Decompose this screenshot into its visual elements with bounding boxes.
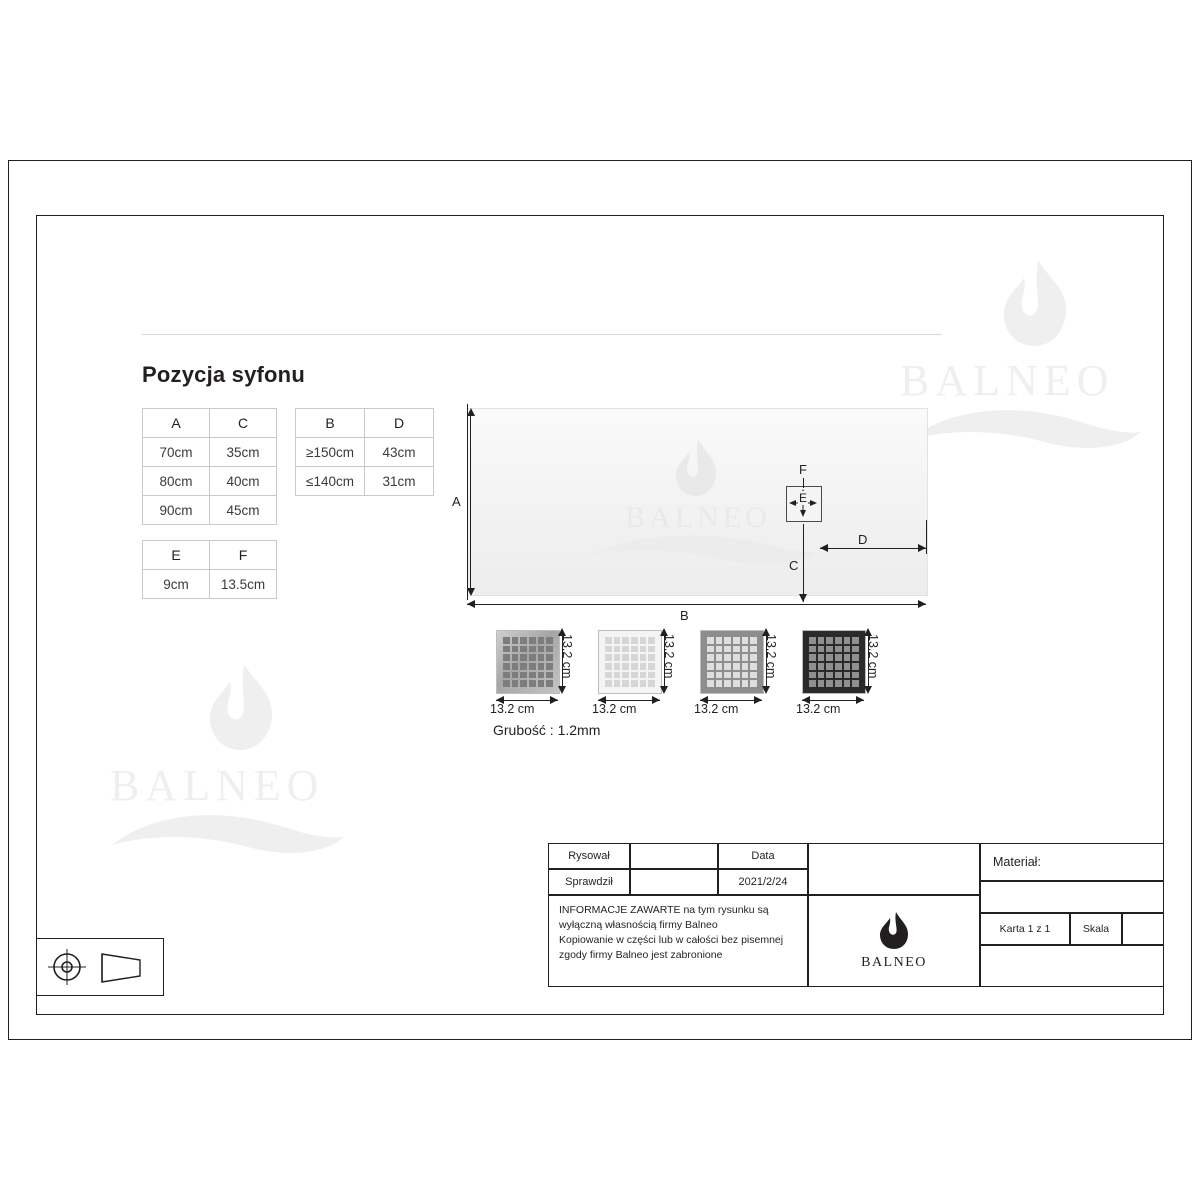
grate-hole (742, 654, 749, 661)
grate-hole (605, 654, 612, 661)
grate-hole (826, 654, 833, 661)
grate-hole (512, 637, 519, 644)
table-header-a: A (143, 409, 210, 438)
arrow-down (660, 686, 668, 694)
thickness-note: Grubość : 1.2mm (493, 722, 601, 738)
grate-height-label-0: 13.2 cm (560, 634, 574, 679)
arrow-a-top (467, 408, 475, 416)
value-drawn-by[interactable] (630, 843, 718, 869)
notice-line-2: wyłączną własnością firmy Balneo (559, 919, 718, 931)
grate-hole (648, 637, 655, 644)
grate-hole (724, 672, 731, 679)
grate-hole (529, 663, 536, 670)
arrow-a-bottom (467, 588, 475, 596)
grate-hole (622, 646, 629, 653)
grate-hole (648, 646, 655, 653)
tray-watermark (468, 409, 927, 595)
grate-hole (852, 680, 859, 687)
page-title: Pozycja syfonu (142, 362, 305, 387)
grate-hole (809, 646, 816, 653)
table-header-f: F (210, 541, 277, 570)
grate-hole (742, 680, 749, 687)
grate-hole (716, 637, 723, 644)
label-checked-by: Sprawdził (548, 869, 630, 895)
grate-hole (503, 646, 510, 653)
grate-hole (520, 637, 527, 644)
grate-dim-line-width-2 (700, 700, 762, 701)
grate-width-label-1: 13.2 cm (592, 702, 637, 716)
grate-hole (844, 663, 851, 670)
grate-hole (826, 680, 833, 687)
grate-hole (538, 654, 545, 661)
grate-hole (818, 637, 825, 644)
grate-height-label-2: 13.2 cm (764, 634, 778, 679)
grate-hole (546, 663, 553, 670)
grate-swatch (496, 630, 560, 694)
watermark-balneo-bottom: BALNEO (110, 761, 325, 810)
notice-line-4: zgody firmy Balneo jest zabronione (559, 949, 723, 961)
grate-height-label-1: 13.2 cm (662, 634, 676, 679)
grate-hole (631, 646, 638, 653)
grate-hole (529, 637, 536, 644)
arrow-b-right (918, 600, 926, 608)
grate-hole (844, 672, 851, 679)
grate-hole (503, 672, 510, 679)
grate-hole (844, 654, 851, 661)
first-angle-projection-icon (40, 942, 160, 992)
notice-line-1: INFORMACJE ZAWARTE na tym rysunku są (559, 904, 769, 916)
grate-hole (844, 637, 851, 644)
grate-hole (750, 672, 757, 679)
flame-logo-icon (990, 258, 1080, 350)
table-cell: 80cm (143, 467, 210, 496)
grate-hole (538, 680, 545, 687)
grate-hole (835, 663, 842, 670)
grate-hole (844, 680, 851, 687)
grate-hole (512, 663, 519, 670)
grate-dim-line-width-3 (802, 700, 864, 701)
grate-hole (529, 654, 536, 661)
grate-hole (750, 646, 757, 653)
title-divider (142, 334, 942, 335)
grate-hole (716, 654, 723, 661)
grate-swatch (700, 630, 764, 694)
grate-hole (640, 637, 647, 644)
grate-hole (503, 654, 510, 661)
grate-hole (622, 663, 629, 670)
grate-hole (605, 663, 612, 670)
grate-hole (809, 680, 816, 687)
grate-hole (733, 672, 740, 679)
grate-hole (640, 672, 647, 679)
arrow-right (856, 696, 864, 704)
dimension-line-a (470, 410, 471, 594)
grate-hole (716, 680, 723, 687)
grate-hole (733, 663, 740, 670)
grate-width-label-0: 13.2 cm (490, 702, 535, 716)
grate-hole (733, 680, 740, 687)
grate-hole (622, 672, 629, 679)
grate-hole (716, 663, 723, 670)
table-cell: 40cm (210, 467, 277, 496)
grate-hole (538, 646, 545, 653)
grate-hole (605, 672, 612, 679)
grate-hole (622, 637, 629, 644)
table-cell: 70cm (143, 438, 210, 467)
balneo-logo-icon (839, 910, 949, 972)
grate-hole (852, 663, 859, 670)
grate-hole (512, 680, 519, 687)
grate-hole (809, 672, 816, 679)
grate-hole (707, 663, 714, 670)
label-material: Materiał: (980, 843, 1164, 881)
grate-hole (724, 663, 731, 670)
label-c: C (789, 558, 799, 573)
grate-hole-pattern (605, 637, 655, 687)
value-material[interactable] (980, 881, 1164, 913)
grate-hole (622, 680, 629, 687)
arrow-d-right (918, 544, 926, 552)
arrow-c-bottom (799, 594, 807, 602)
grate-hole (809, 637, 816, 644)
grate-hole (520, 672, 527, 679)
grate-hole (529, 672, 536, 679)
arrow-right (754, 696, 762, 704)
grate-hole-pattern (503, 637, 553, 687)
extension-line-d (926, 520, 927, 554)
grate-hole-pattern (707, 637, 757, 687)
grate-hole (622, 654, 629, 661)
grate-hole (852, 654, 859, 661)
grate-hole (852, 646, 859, 653)
grate-height-label-3: 13.2 cm (866, 634, 880, 679)
grate-hole (750, 663, 757, 670)
grate-hole (707, 654, 714, 661)
value-date: 2021/2/24 (718, 869, 808, 895)
grate-hole-pattern (809, 637, 859, 687)
value-checked-by[interactable] (630, 869, 718, 895)
grate-hole (520, 646, 527, 653)
grate-swatch (598, 630, 662, 694)
grate-hole (631, 663, 638, 670)
grate-hole (724, 680, 731, 687)
grate-hole (835, 637, 842, 644)
grate-hole (724, 654, 731, 661)
arrow-right (550, 696, 558, 704)
label-d: D (858, 532, 868, 547)
grate-hole (716, 646, 723, 653)
grate-hole (520, 680, 527, 687)
grate-hole (818, 672, 825, 679)
label-drawn-by: Rysował (548, 843, 630, 869)
grate-hole (648, 654, 655, 661)
arrow-d-left (820, 544, 828, 552)
table-cell: 45cm (210, 496, 277, 525)
grate-hole (826, 646, 833, 653)
grate-hole (733, 646, 740, 653)
dimension-line-d (820, 548, 926, 549)
grate-hole (742, 663, 749, 670)
grate-hole (835, 646, 842, 653)
grate-hole (852, 672, 859, 679)
grate-hole (835, 680, 842, 687)
grate-hole (750, 654, 757, 661)
grate-hole (614, 637, 621, 644)
table-header-c: C (210, 409, 277, 438)
grate-hole (614, 646, 621, 653)
grate-hole (733, 654, 740, 661)
grate-hole (631, 637, 638, 644)
grate-swatch (802, 630, 866, 694)
grate-hole (640, 654, 647, 661)
grate-hole (742, 646, 749, 653)
label-date: Data (718, 843, 808, 869)
grate-hole (503, 637, 510, 644)
title-block-logo-cell (808, 895, 980, 987)
table-header-e: E (143, 541, 210, 570)
table-dimensions-ef (142, 540, 277, 599)
table-cell: 43cm (365, 438, 434, 467)
grate-hole (809, 663, 816, 670)
wave-logo-icon-bottom (108, 805, 348, 865)
table-header-b: B (296, 409, 365, 438)
grate-hole (529, 680, 536, 687)
grate-hole (546, 637, 553, 644)
grate-hole (716, 672, 723, 679)
grate-hole (605, 680, 612, 687)
grate-hole (546, 646, 553, 653)
grate-hole (538, 637, 545, 644)
grate-hole (512, 654, 519, 661)
table-cell: ≥150cm (296, 438, 365, 467)
flame-logo-icon-bottom (196, 662, 286, 754)
grate-hole (512, 672, 519, 679)
shower-tray-drawing (467, 408, 928, 596)
table-dimensions-bd (295, 408, 434, 496)
wave-logo-icon-top (905, 400, 1145, 460)
table-dimensions-ac (142, 408, 277, 525)
grate-hole (742, 637, 749, 644)
grate-hole (605, 637, 612, 644)
grate-hole (835, 654, 842, 661)
grate-hole (648, 680, 655, 687)
label-e: E (799, 491, 808, 505)
table-cell: 9cm (143, 570, 210, 599)
arrow-down (762, 686, 770, 694)
grate-hole (631, 672, 638, 679)
grate-hole (520, 654, 527, 661)
grate-hole (546, 672, 553, 679)
grate-hole (546, 654, 553, 661)
grate-hole (529, 646, 536, 653)
label-f: F (799, 462, 807, 477)
grate-hole (844, 646, 851, 653)
table-cell: 31cm (365, 467, 434, 496)
table-cell: 35cm (210, 438, 277, 467)
grate-hole (648, 672, 655, 679)
grate-hole (648, 663, 655, 670)
grate-hole (707, 646, 714, 653)
leader-line-f (803, 478, 804, 488)
notice-line-3: Kopiowanie w części lub w całości bez pisemnej (559, 934, 784, 946)
grate-hole (826, 672, 833, 679)
grate-width-label-2: 13.2 cm (694, 702, 739, 716)
grate-hole (818, 663, 825, 670)
grate-hole (724, 646, 731, 653)
label-b: B (680, 608, 689, 623)
grate-hole (640, 646, 647, 653)
table-cell: ≤140cm (296, 467, 365, 496)
grate-hole (512, 646, 519, 653)
grate-hole (818, 680, 825, 687)
arrow-right (652, 696, 660, 704)
grate-hole (640, 663, 647, 670)
grate-hole (614, 672, 621, 679)
title-block-spacer-2 (980, 945, 1164, 987)
label-a: A (452, 494, 461, 509)
grate-hole (724, 637, 731, 644)
grate-hole (605, 646, 612, 653)
table-cell: 90cm (143, 496, 210, 525)
watermark-balneo-top: BALNEO (900, 356, 1115, 405)
value-scale[interactable] (1122, 913, 1164, 945)
copyright-notice (548, 895, 808, 987)
dimension-line-b (467, 604, 926, 605)
table-cell: 13.5cm (210, 570, 277, 599)
dimension-line-c (803, 524, 804, 602)
grate-hole (733, 637, 740, 644)
sheet-number: Karta 1 z 1 (980, 913, 1070, 945)
grate-hole (750, 680, 757, 687)
grate-hole (707, 637, 714, 644)
grate-hole (614, 663, 621, 670)
grate-hole (546, 680, 553, 687)
extension-line-a (467, 404, 468, 600)
table-header-d: D (365, 409, 434, 438)
grate-hole (809, 654, 816, 661)
grate-hole (640, 680, 647, 687)
grate-hole (707, 672, 714, 679)
svg-text:BALNEO: BALNEO (861, 955, 927, 970)
grate-hole (614, 680, 621, 687)
grate-hole (538, 672, 545, 679)
grate-hole (503, 663, 510, 670)
arrow-b-left (467, 600, 475, 608)
title-block-blank-cell (808, 843, 980, 895)
grate-hole (818, 654, 825, 661)
grate-hole (520, 663, 527, 670)
grate-hole (818, 646, 825, 653)
arrow-down (864, 686, 872, 694)
grate-hole (835, 672, 842, 679)
grate-hole (538, 663, 545, 670)
grate-hole (707, 680, 714, 687)
grate-hole (750, 637, 757, 644)
grate-hole (826, 637, 833, 644)
grate-hole (614, 654, 621, 661)
grate-hole (503, 680, 510, 687)
svg-text:BALNEO: BALNEO (624, 501, 771, 534)
grate-dim-line-width-1 (598, 700, 660, 701)
grate-dim-line-width-0 (496, 700, 558, 701)
grate-width-label-3: 13.2 cm (796, 702, 841, 716)
label-scale: Skala (1070, 913, 1122, 945)
grate-hole (631, 654, 638, 661)
arrow-down (558, 686, 566, 694)
grate-hole (631, 680, 638, 687)
grate-hole (852, 637, 859, 644)
grate-hole (742, 672, 749, 679)
grate-hole (826, 663, 833, 670)
